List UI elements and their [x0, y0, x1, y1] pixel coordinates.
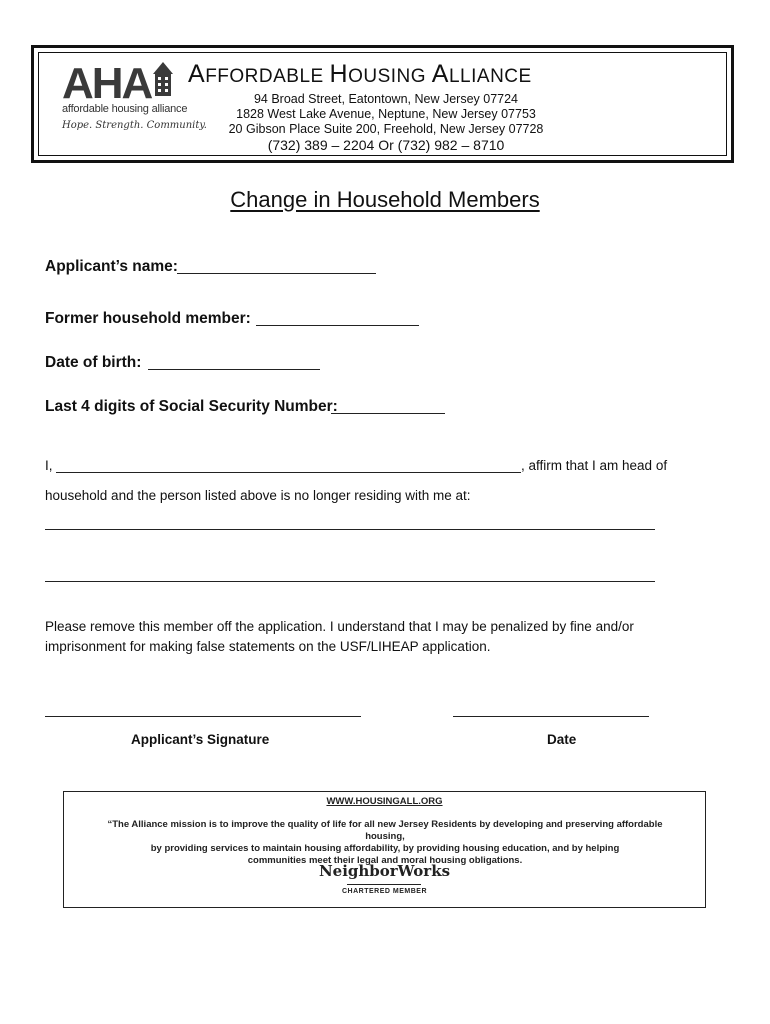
logo-divider	[347, 884, 421, 885]
applicant-name-field[interactable]	[177, 273, 376, 274]
date-of-birth-label: Date of birth:	[45, 354, 142, 371]
house-icon	[151, 60, 175, 96]
mission-statement: “The Alliance mission is to improve the quality of life for all new Jersey Residents by developing and preserving affordable housing, by providing services to maintain housing affordability, by providing housing education, and by helping communities meet their legal and moral housing obligations.	[107, 819, 663, 866]
neighborworks-logo: NeighborWorks	[318, 862, 451, 880]
date-of-birth-field[interactable]	[148, 369, 320, 370]
address-line: 1828 West Lake Avenue, Neptune, New Jersey 07753	[236, 107, 536, 121]
form-title: Change in Household Members	[230, 187, 540, 212]
former-member-label: Former household member:	[45, 310, 251, 327]
logo-tagline: Hope. Strength. Community.	[62, 120, 207, 131]
website-link[interactable]: WWW.HOUSINGALL.ORG	[326, 796, 443, 807]
org-name: AFFORDABLE HOUSING ALLIANCE	[188, 60, 532, 88]
head-of-household-name-field[interactable]	[56, 472, 521, 473]
address-line: 94 Broad Street, Eatontown, New Jersey 07724	[253, 92, 519, 106]
logo-subtitle: affordable housing alliance	[62, 103, 188, 115]
chartered-member-label: CHARTERED MEMBER	[342, 888, 427, 895]
affirm-suffix: , affirm that I am head of	[521, 458, 668, 473]
affirm-prefix: I,	[45, 458, 53, 473]
applicant-name-label: Applicant’s name:	[45, 258, 178, 275]
ssn-last4-field[interactable]	[331, 413, 445, 414]
phone-numbers: (732) 389 – 2204 Or (732) 982 – 8710	[267, 137, 505, 153]
signature-label: Applicant’s Signature	[131, 732, 270, 747]
date-label: Date	[547, 732, 577, 747]
affirm-line-2: household and the person listed above is no longer residing with me at:	[45, 488, 471, 503]
remove-statement-line-1: Please remove this member off the application. I understand that I may be penalized by fine and/or	[45, 619, 634, 634]
aha-logo: AHA	[62, 59, 152, 108]
former-member-field[interactable]	[256, 325, 419, 326]
signature-field[interactable]	[45, 716, 361, 717]
ssn-last4-label: Last 4 digits of Social Security Number:	[45, 398, 338, 415]
address-field-line-1[interactable]	[45, 529, 655, 530]
remove-statement-line-2: imprisonment for making false statements on the USF/LIHEAP application.	[45, 639, 491, 654]
date-field[interactable]	[453, 716, 649, 717]
address-field-line-2[interactable]	[45, 581, 655, 582]
address-line: 20 Gibson Place Suite 200, Freehold, New Jersey 07728	[228, 122, 544, 136]
